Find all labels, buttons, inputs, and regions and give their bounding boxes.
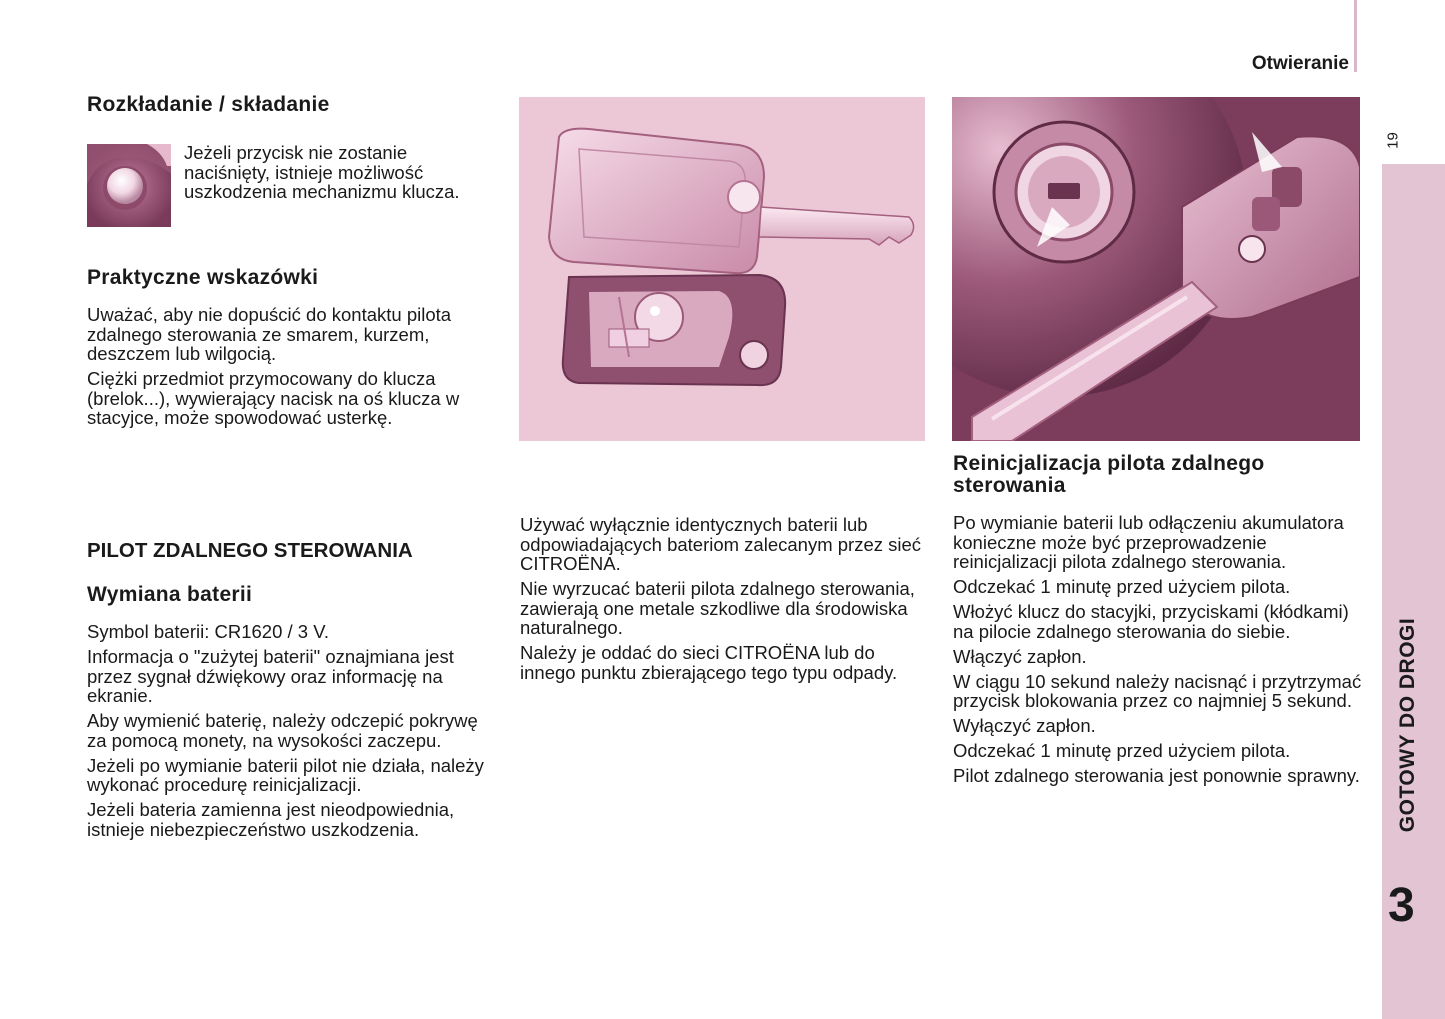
battery-paragraph: Symbol baterii: CR1620 / 3 V.	[87, 621, 329, 642]
key-button-thumbnail	[87, 144, 171, 227]
section-heading-remote: PILOT ZDALNEGO STEROWANIA	[87, 539, 413, 562]
chapter-number: 3	[1388, 879, 1415, 932]
reinit-paragraph: Pilot zdalnego sterowania jest ponownie sprawny.	[953, 765, 1360, 786]
section-title-unfold: Rozkładanie / składanie	[87, 93, 330, 116]
middle-paragraph: Nie wyrzucać baterii pilota zdalnego sterowania, zawierają one metale szkodliwe dla środowiska naturalnego.	[520, 578, 915, 638]
unfold-note: Jeżeli przycisk nie zostanie naciśnięty, istnieje możliwość uszkodzenia mechanizmu klucza.	[184, 142, 460, 202]
header-rule	[1354, 0, 1357, 72]
middle-paragraph: Należy je oddać do sieci CITROËNA lub do innego punktu zbierającego tego typu odpady.	[520, 642, 898, 683]
page-number: 19	[1384, 132, 1402, 149]
reinit-paragraphs	[953, 513, 1363, 791]
reinit-paragraph: Włożyć klucz do stacyjki, przyciskami (kłódkami) na pilocie zdalnego sterowania do siebie.	[953, 601, 1349, 642]
section-title-reinit: Reinicjalizacja pilota zdalnego sterowania	[953, 452, 1265, 497]
battery-paragraphs	[87, 622, 497, 845]
battery-paragraph: Jeżeli po wymianie baterii pilot nie działa, należy wykonać procedurę reinicjalizacji.	[87, 754, 484, 795]
chapter-title: GOTOWY DO DROGI	[1396, 617, 1419, 833]
reinit-paragraph: Odczekać 1 minutę przed użyciem pilota.	[953, 576, 1291, 597]
middle-paragraph: Używać wyłącznie identycznych baterii lub odpowiadających bateriom zalecanym przez sieć CITROËNA.	[520, 514, 922, 574]
section-title-tips: Praktyczne wskazówki	[87, 266, 319, 289]
reinit-paragraph: W ciągu 10 sekund należy nacisnąć i przytrzymać przycisk blokowania przez co najmniej 5 sekund.	[953, 670, 1362, 711]
key-ignition-illustration	[952, 97, 1360, 441]
subheading-battery: Wymiana baterii	[87, 583, 253, 606]
reinit-paragraph: Po wymianie baterii lub odłączeniu akumulatora konieczne może być przeprowadzenie reinicjalizacji pilota zdalnego sterowania.	[953, 512, 1344, 572]
reinit-paragraph: Włączyć zapłon.	[953, 645, 1087, 667]
key-fob-battery-illustration	[519, 97, 925, 441]
reinit-paragraph: Odczekać 1 minutę przed użyciem pilota.	[953, 740, 1291, 761]
tips-paragraphs	[87, 305, 502, 433]
reinit-paragraph: Wyłączyć zapłon.	[953, 715, 1096, 736]
running-header: Otwieranie	[1251, 53, 1349, 74]
tips-paragraph: Uważać, aby nie dopuścić do kontaktu pilota zdalnego sterowania ze smarem, kurzem, deszczem lub wilgocią.	[87, 304, 452, 364]
battery-paragraph: Aby wymienić baterię, należy odczepić pokrywę za pomocą monety, na wysokości zaczepu.	[87, 710, 478, 751]
battery-paragraph: Informacja o "zużytej baterii" oznajmiana jest przez sygnał dźwiękowy oraz informację na ekranie.	[87, 646, 454, 706]
battery-paragraph: Jeżeli bateria zamienna jest nieodpowiednia, istnieje niebezpieczeństwo uszkodzenia.	[87, 799, 455, 840]
tips-paragraph: Ciężki przedmiot przymocowany do klucza (brelok...), wywierający nacisk na oś klucza w stacyjce, może spowodować usterkę.	[87, 368, 460, 428]
middle-paragraphs	[520, 515, 925, 688]
